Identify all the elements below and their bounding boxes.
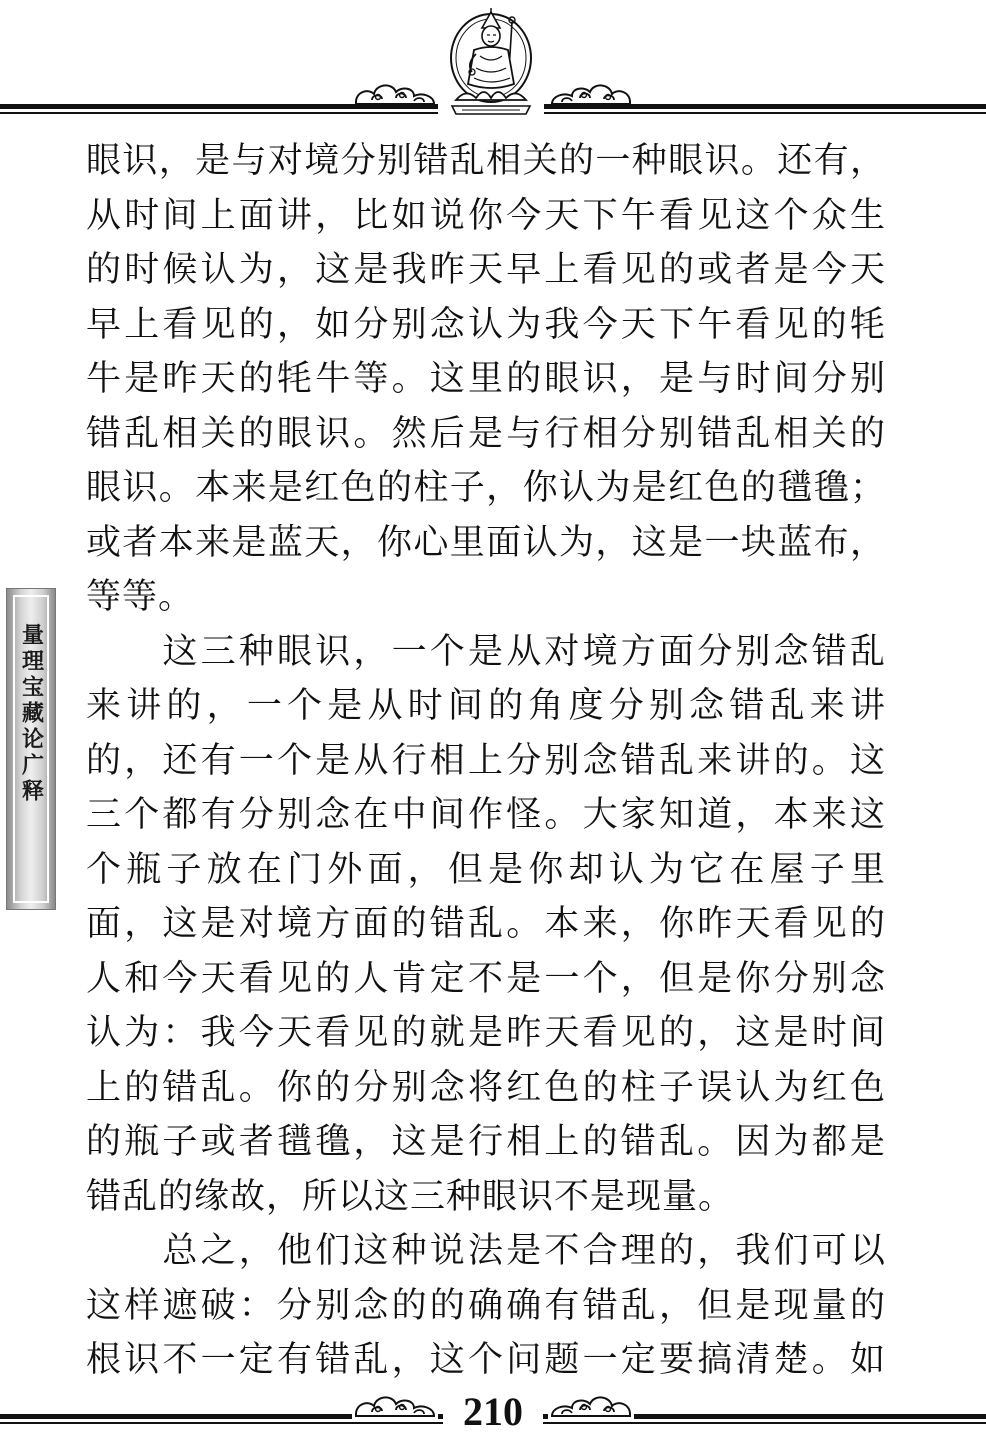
text-line: 来讲的，一个是从时间的角度分别念错乱来讲 <box>86 686 886 726</box>
text-line: 三个都有分别念在中间作怪。大家知道，本来这 <box>86 795 886 835</box>
paragraph <box>86 625 886 1225</box>
text-line: 牛是昨天的牦牛等。这里的眼识，是与时间分别 <box>86 359 886 399</box>
text-line: 总之，他们这种说法是不合理的，我们可以 <box>86 1231 886 1271</box>
auspicious-cloud-icon <box>548 80 634 108</box>
text-line: 人和今天看见的人肯定不是一个，但是你分别念 <box>86 958 886 999</box>
text-line: 认为：我今天看见的就是昨天看见的，这是时间 <box>86 1013 886 1053</box>
book-title: 量理宝藏论广释 <box>18 623 44 805</box>
text-line: 面，这是对境方面的错乱。本来，你昨天看见的 <box>86 904 886 944</box>
text-line: 根识不一定有错乱，这个问题一定要搞清楚。如 <box>86 1340 886 1380</box>
paragraph <box>86 1224 886 1388</box>
text-line: 的瓶子或者氆氇，这是行相上的错乱。因为都是 <box>86 1122 886 1162</box>
text-line: 这三种眼识，一个是从对境方面分别念错乱 <box>86 631 886 672</box>
text-line: 的，还有一个是从行相上分别念错乱来讲的。这 <box>86 740 886 781</box>
text-line: 这样遮破：分别念的的确确有错乱，但是现量的 <box>86 1285 886 1326</box>
text-line: 眼识。本来是红色的柱子，你认为是红色的氆氇； <box>86 468 886 508</box>
auspicious-cloud-icon <box>352 1392 438 1420</box>
text-line: 错乱的缘故，所以这三种眼识不是现量。 <box>86 1176 735 1217</box>
padmasambhava-deity-icon <box>438 6 544 118</box>
text-line: 错乱相关的眼识。然后是与行相分别错乱相关的 <box>86 413 886 454</box>
text-line: 或者本来是蓝天，你心里面认为，这是一块蓝布， <box>86 522 886 563</box>
text-line: 早上看见的，如分别念认为我今天下午看见的牦 <box>86 304 886 345</box>
page-number: 210 <box>443 1386 543 1438</box>
book-title-tab <box>6 588 56 910</box>
text-line: 上的错乱。你的分别念将红色的柱子误认为红色 <box>86 1067 886 1108</box>
page-header <box>0 0 986 125</box>
text-line: 的时候认为，这是我昨天早上看见的或者是今天 <box>86 250 886 290</box>
text-line: 眼识，是与对境分别错乱相关的一种眼识。还有， <box>86 141 886 181</box>
text-line: 个瓶子放在门外面，但是你却认为它在屋子里 <box>86 849 886 890</box>
text-line: 从时间上面讲，比如说你今天下午看见这个众生 <box>86 195 886 236</box>
text-line: 等等。 <box>86 577 195 617</box>
auspicious-cloud-icon <box>548 1392 634 1420</box>
paragraph <box>86 134 886 625</box>
auspicious-cloud-icon <box>352 80 438 108</box>
page-body <box>86 134 886 1388</box>
